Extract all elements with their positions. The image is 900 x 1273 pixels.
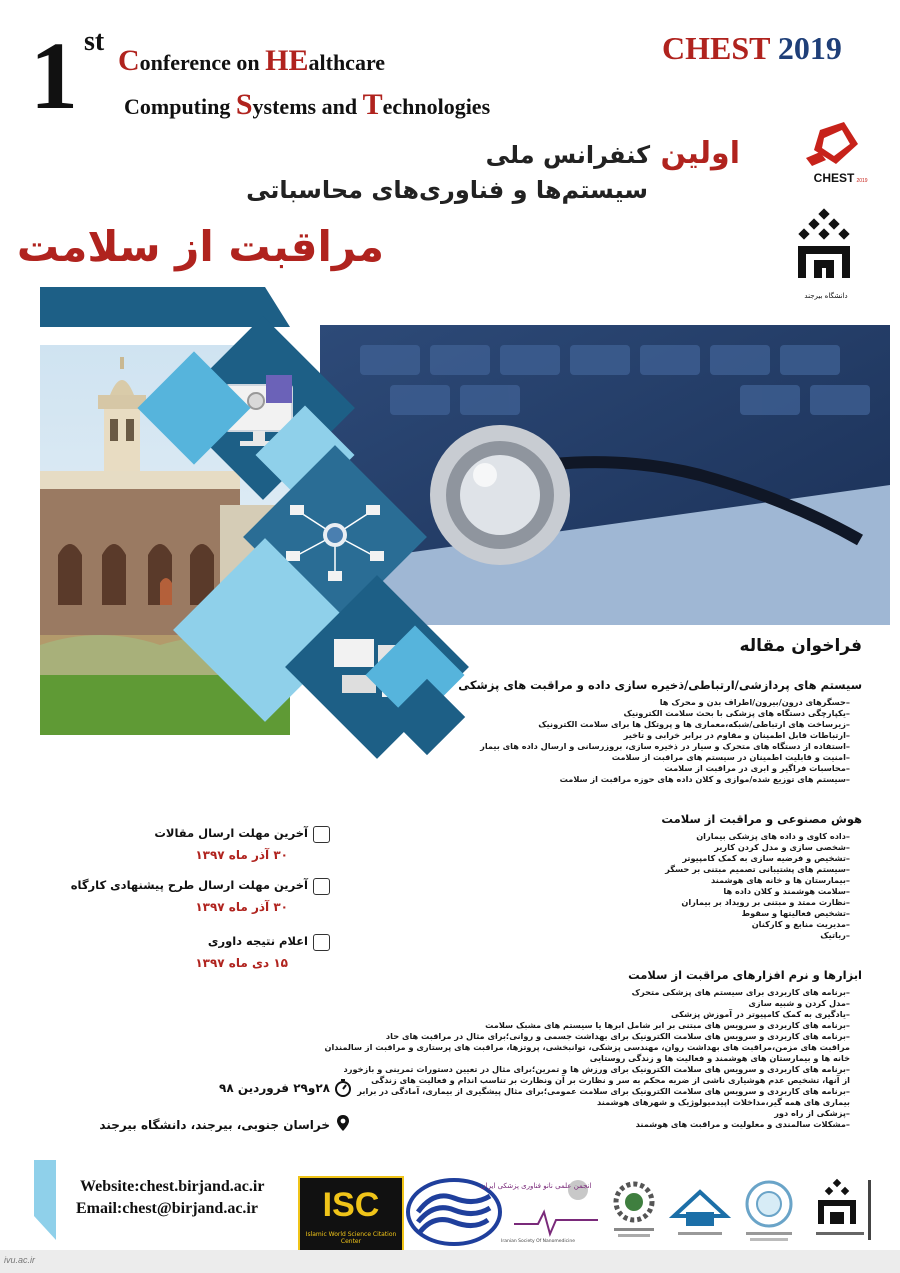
topic-item: –تشخیص فعالیتها و سقوط: [741, 908, 850, 918]
english-title-line1: [118, 44, 385, 78]
email: [76, 1200, 258, 1218]
topic-item: –امنیت و قابلیت اطمینان در سیستم های مراقبت از سلامت: [611, 752, 850, 762]
checkbox-icon: [313, 826, 330, 843]
university-caption: دانشگاه بیرجند: [804, 292, 848, 300]
gear-logo-icon: [604, 1176, 664, 1248]
english-title-line2: [124, 88, 490, 122]
topic-item: –مشکلات سالمندی و معلولیت و مراقبت های هوشمند: [635, 1119, 850, 1129]
topic-item: –شخصی سازی و مدل کردن کاربر: [714, 842, 850, 852]
topic-section-title: هوش مصنوعی و مراقبت از سلامت: [661, 812, 862, 826]
footer-tag: ivu.ac.ir: [4, 1255, 36, 1265]
topic-item: –برنامه های کاربردی و سرویس های سلامت الکترونیک برای سلامت عمومی؛برای مثال پیشگیری از بیماری، آمادگی در برابر: [357, 1086, 850, 1096]
email-label: Email:: [76, 1200, 123, 1217]
topic-item: از آنها، تشخیص عدم هوشیاری ناشی از ضربه محکم به سر و نظارت بر آن ونظارت بر تناسب اندام و فعالیت های زندگی: [371, 1075, 850, 1085]
ordinal-suffix: st: [84, 26, 105, 57]
isc-logo-sub: Islamic World Science Citation Center: [305, 1231, 397, 1245]
deadline-papers: [90, 826, 330, 862]
deadline-label: آخرین مهلت ارسال مقالات: [154, 826, 308, 840]
deadline-label: آخرین مهلت ارسال طرح پیشنهادی کارگاه: [70, 878, 308, 892]
title-part: onference on: [139, 50, 266, 75]
location-pin-icon: [334, 1114, 352, 1136]
topic-item: –ارتباطات قابل اطمینان و مقاوم در برابر خرابی و تاخیر: [623, 730, 850, 740]
topic-section-3: [325, 968, 863, 1130]
top-blue-band: [40, 287, 290, 327]
timer-icon: [334, 1079, 352, 1101]
topic-item: –مدل کردن و شبیه سازی: [748, 998, 850, 1008]
nano-logo-icon: [480, 1176, 602, 1248]
health-informatics-logo: [668, 1176, 732, 1248]
chest-logo-text: CHEST: [813, 171, 855, 185]
topic-item: –رباتیک: [820, 930, 850, 940]
topic-item: –نظارت ممتد و مبتنی بر رویداد بر بیماران: [681, 897, 850, 907]
nanomedicine-society-logo: [480, 1176, 602, 1248]
topic-item: –برنامه های کاربردی و سرویس های سلامت الکترونیک برای بهداشت جسمی و روانی؛برای مثال در مراقبت های حاد: [385, 1031, 850, 1041]
topic-item: مراقبت های مزمن،مراقبت های بهداشت روان، مهندسی پزشکی، توانبخشی، پروتزها، مراقبت های پرستاری و مراقبت از سالمندان: [324, 1042, 850, 1052]
brand-title: [662, 30, 842, 67]
university-seal-small: [808, 1176, 892, 1248]
title-part: althcare: [308, 50, 386, 75]
imaging-logo-icon: [734, 1176, 804, 1248]
topic-section-title: سیستم های پردازشی/ارتباطی/ذخیره سازی داده و مراقبت های پزشکی: [458, 678, 862, 692]
topic-item: –بیمارستان ها و خانه های هوشمند: [710, 875, 850, 885]
topic-item: –استفاده از دستگاه های متحرک و سیار در ذخیره سازی، بروزرسانی و ارسال داده های بیمار: [480, 741, 850, 751]
event-location: خراسان جنوبی، بیرجند، دانشگاه بیرجند: [99, 1118, 330, 1132]
website: [80, 1178, 264, 1196]
topic-item: –سلامت هوشمند و کلان داده ها: [723, 886, 850, 896]
brand-year: 2019: [777, 30, 842, 66]
topic-item: –برنامه های کاربردی و سرویس های مبتنی بر ابر شامل ابرها یا سیستم های مشبک سلامت: [485, 1020, 850, 1030]
deadline-date: ۳۰ آذر ماه ۱۳۹۷: [195, 848, 288, 862]
deadline-date: ۱۵ دی ماه ۱۳۹۷: [195, 956, 288, 970]
email-address[interactable]: chest@birjand.ac.ir: [122, 1200, 258, 1217]
deadline-review: [90, 934, 330, 970]
cap-letter: T: [362, 88, 383, 121]
topic-item: –حسگرهای درون/بیرون/اطراف بدن و محرک ها: [659, 697, 850, 707]
house-logo-icon: [668, 1176, 732, 1248]
stethoscope-illustration: [320, 325, 890, 625]
seal-small-icon: [808, 1176, 892, 1248]
topic-item: –سیستم های پشتیبانی تصمیم مبتنی بر حسگر: [665, 864, 850, 874]
ordinal-number: 1: [30, 22, 78, 129]
topic-item: –تشخیص و فرضیه سازی به کمک کامپیوتر: [682, 853, 850, 863]
persian-title-line1: [486, 136, 740, 171]
topic-item: –محاسبات فراگیر و ابری در مراقبت از سلامت: [664, 763, 850, 773]
university-logo: [790, 206, 872, 306]
contact-accent: [34, 1160, 56, 1240]
footer-strip: [0, 1250, 900, 1273]
chest-logo-icon: [800, 118, 870, 194]
chest-logo-year: 2019: [856, 178, 868, 184]
brand-word: CHEST: [662, 30, 770, 66]
isc-logo: [298, 1176, 404, 1252]
deadline-label: اعلام نتیجه داوری: [207, 934, 308, 948]
university-seal-icon: [790, 206, 872, 306]
deadline-date: ۳۰ آذر ماه ۱۳۹۷: [195, 900, 288, 914]
chest-logo: [800, 118, 870, 194]
event-date: ۲۸و۲۹ فروردین ۹۸: [219, 1081, 330, 1095]
persian-title-line2: سیستم‌ها و فناوری‌های محاسباتی: [246, 176, 648, 204]
cap-letter: HE: [265, 44, 309, 77]
persian-title-first: اولین: [660, 136, 740, 171]
website-url[interactable]: chest.birjand.ac.ir: [139, 1178, 265, 1195]
topic-item: –زیرساخت های ارتباطی/شبکه،معماری ها و پروتکل ها برای سلامت الکترونیک: [538, 719, 850, 729]
isc-logo-text: ISC: [322, 1186, 380, 1224]
title-part: ystems and: [252, 94, 363, 119]
nano-logo-en: Iranian Society Of Nanomedicine: [501, 1239, 575, 1244]
cap-letter: S: [235, 88, 253, 121]
website-label: Website:: [80, 1178, 140, 1195]
checkbox-icon: [313, 878, 330, 895]
gear-science-park-logo: [604, 1176, 664, 1248]
topic-item: –داده کاوی و داده های پزشکی بیماران: [696, 831, 850, 841]
topic-item: –پزشکی از راه دور: [774, 1108, 850, 1118]
deadline-workshop: [70, 878, 330, 914]
topic-item: –سیستم های توزیع شده/موازی و کلان داده های حوزه مراقبت از سلامت: [559, 774, 850, 784]
topic-section-title: ابزارها و نرم افزارهای مراقبت از سلامت: [628, 968, 862, 982]
title-part: echnologies: [382, 94, 491, 119]
topic-item: خانه ها و بیمارستان های هوشمند و فعالیت ها و زندگی روستایی: [589, 1053, 850, 1063]
stethoscope-laptop-photo: [320, 325, 890, 625]
topic-section-1: [458, 678, 862, 785]
topic-item: –یکپارچگی دستگاه های پزشکی با بحث سلامت الکترونیک: [623, 708, 850, 718]
call-for-papers-heading: فراخوان مقاله: [739, 636, 862, 656]
nano-logo-fa: انجمن علمی نانو فناوری پزشکی ایران: [480, 1182, 592, 1190]
topic-item: بیماری های همه گیر،مداخلات اپیدمیولوژیک و شهرهای هوشمند: [597, 1097, 850, 1107]
medical-imaging-society-logo: [734, 1176, 804, 1248]
persian-title-second: کنفرانس ملی: [485, 141, 651, 169]
topic-section-2: [661, 812, 862, 941]
cap-letter: C: [118, 44, 140, 77]
topic-item: –برنامه های کاربردی و سرویس های سلامت الکترونیک برای ورزش ها و تمرین؛برای مثال در تعیین دستورات تمرینی و بازخورد: [343, 1064, 850, 1074]
persian-title-line3: مراقبت از سلامت: [16, 222, 384, 271]
topic-item: –برنامه های کاربردی برای سیستم های پزشکی متحرک: [631, 987, 850, 997]
title-part: Computing: [124, 94, 236, 119]
checkbox-icon: [313, 934, 330, 951]
topic-item: –یادگیری به کمک کامپیوتر در آموزش پزشکی: [670, 1009, 850, 1019]
topic-item: –مدیریت منابع و کارکنان: [751, 919, 850, 929]
